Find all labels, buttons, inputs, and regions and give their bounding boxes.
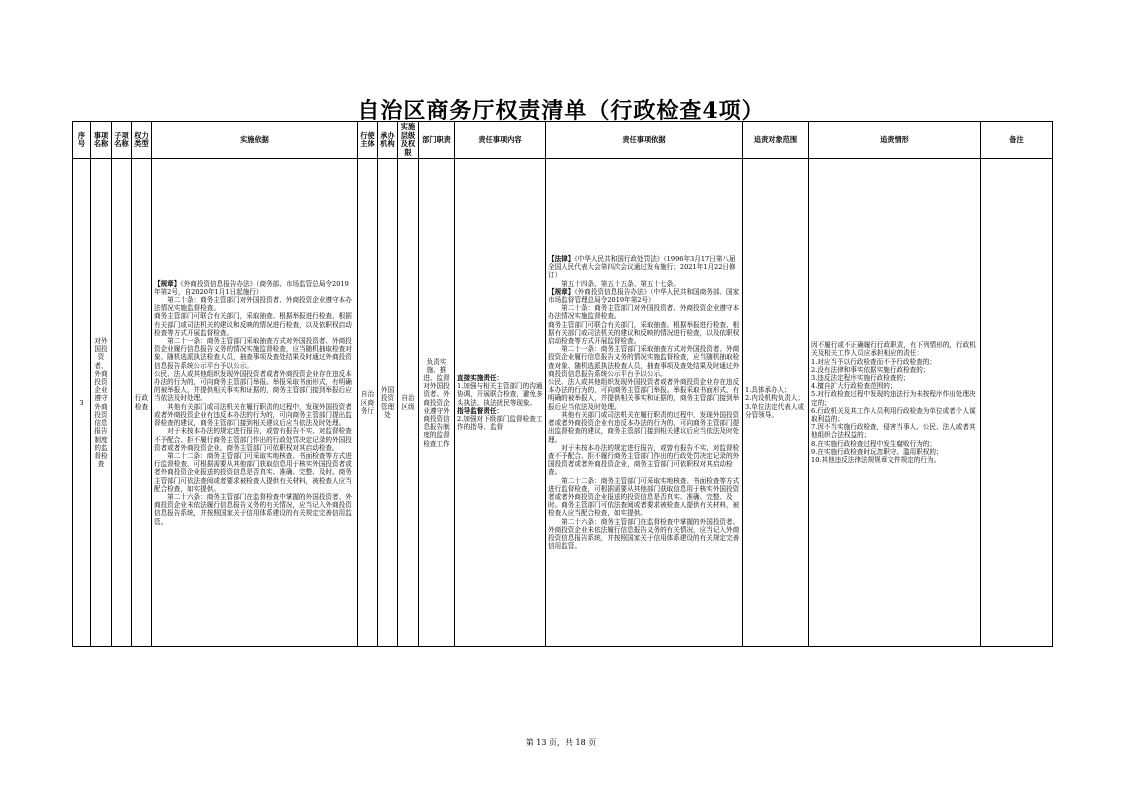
header-resp-content: 责任事项内容: [455, 122, 546, 159]
rule-head: 【规章】: [548, 287, 575, 296]
resp-head-direct: 直接实施责任：: [457, 373, 504, 382]
header-situations: 追责情形: [809, 122, 981, 159]
header-sub-item: 子项名称: [112, 122, 132, 159]
header-scope: 追责对象范围: [743, 122, 809, 159]
header-item-name: 事项名称: [91, 122, 112, 159]
cell-scope: 1.具体承办人； 2.内设机构负责人； 3.单位法定代表人或分管领导。: [743, 159, 809, 647]
resp-text-supervise: 2.加强对下级部门监督检查工作的指导、监督: [457, 414, 543, 432]
header-resp-basis: 责任事项依据: [546, 122, 743, 159]
basis-head: 【规章】: [154, 279, 181, 288]
header-level: 实施层级及权限: [398, 122, 419, 159]
rule-text: 《外商投资信息报告办法》（中华人民共和国商务部、国家市场监督管理总局令2019年第2号） 第二十条：商务主管部门对外国投资者、外商投资企业遵守本办法情况实施监督检查。 商务主管部门可联合有关部门，采取抽查、根据举报进行检查、根据有关部门或司法机关的建议和反映的情况进行检查，以及依职权启动检查等方式开展监督检查。 第二十一条：商务主管部门采取抽查方式对外国投资者、外商投资企业履行信息报告义务的情况实施监督检查，应当随机抽取检查对象、随机选派执法检查人员，抽查事项及查处结果及时通过外商投资信息报告系统公示平台予以公示。 公民、法人或其他组织发现外国投资者或者外商投资企业存在违反本办法的行为的，可向商务主管部门举报。举报采取书面形式，有明确的被举报人，并提供相关事实和证据的，商务主管部门接到举报后应当依法及时处理。 其他有关部门或司法机关在履行职责的过程中，发现外国投资者或者外商投资企业有违反本办法的行为的，可向商务主管部门提出监督检查的建议，商务主管部门接到相关建议后应当依法及时处理。 对于未按本办法的规定进行报告，或曾有报告不实、对监督检查不予配合、拒不履行商务主管部门作出的行政处罚决定记录的外国投资者或者外商投资企业，商务主管部门可依职权对其启动检查。 第二十二条：商务主管部门可采取实地核查、书面检查等方式进行监督检查，可根据需要从其他部门获取信息用于核实外国投资者或者外商投资企业报送的投资信息是否真实、准确、完整、及时。商务主管部门可依法查阅或者要求被检查人提供有关材料，被检查人应当配合检查，如实提供。 第二十六条：商务主管部门在监督检查中掌握的外国投资者、外商投资企业未依法履行信息报告义务的有关情况，应当记入外商投资信息报告系统，并按照国家关于信用体系建设的有关规定完善信用监管。: [548, 287, 740, 551]
header-duty: 部门职责: [419, 122, 455, 159]
resp-text-direct: 1.加强与相关主管部门的沟通协调，开展联合检查，避免多头执法、执法扰民等现象。: [457, 382, 543, 407]
cell-situations: 因不履行或不正确履行行政职责，有下列情形的，行政机关及相关工作人员应承担相应的责任： 1.对应当予以行政检查而不予行政检查的； 2.没有法律和事实依据实施行政检查的； 3.违反法定程序实施行政检查的； 4.擅自扩大行政检查范围的； 5.对行政检查过程中发现的违法行为未按程序作出处理决定的； 6.行政机关及其工作人员利用行政检查为单位或者个人谋取利益的； 7.因不当实施行政检查，侵害当事人、公民、法人或者其他组织合法权益的； 8.在实施行政检查过程中发生腐败行为的； 9.在实施行政检查时玩忽职守、滥用职权的； 10.其他违反法律法规规章文件规定的行为。: [809, 159, 981, 647]
cell-basis: [152, 159, 358, 647]
header-basis: 实施依据: [152, 122, 358, 159]
header-remark: 备注: [981, 122, 1053, 159]
header-index: 序号: [73, 122, 91, 159]
cell-sub-item: [112, 159, 132, 647]
law-text: 《中华人民共和国行政处罚法》（1996年3月17日第八届全国人民代表大会第四次会议通过发布施行；2021年1月22日修订） 第五十四条、第五十五条、第五十七条。: [548, 255, 736, 288]
header-agency: 承办机构: [378, 122, 398, 159]
page-number: 第 13 页，共 18 页: [525, 738, 597, 747]
cell-subject: 自治区商务厅: [358, 159, 378, 647]
cell-resp-basis: [546, 159, 743, 647]
cell-item-name: 对外国投资者、外商投资企业遵守外商投资信息报告制度的监督检查: [91, 159, 112, 647]
cell-level: 自治区级: [398, 159, 419, 647]
resp-head-supervise: 指导监督责任：: [457, 406, 504, 415]
header-subject: 行使主体: [358, 122, 378, 159]
table-row: [73, 159, 1053, 647]
basis-text: 《外商投资信息报告办法》（商务部、市场监管总局令2019年第2号，自2020年1月1日起施行） 第二十条：商务主管部门对外国投资者、外商投资企业遵守本办法情况实施监督检查。 商务主管部门可联合有关部门，采取抽查、根据举报进行检查、根据有关部门或司法机关的建议和反映的情况进行检查，以及依职权启动检查等方式开展监督检查。 第二十一条：商务主管部门采取抽查方式对外国投资者、外商投资企业履行信息报告义务的情况实施监督检查，应当随机抽取检查对象、随机选派执法检查人员，抽查事项及查处结果及时通过外商投资信息报告系统公示平台予以公示。 公民、法人或其他组织发现外国投资者或者外商投资企业存在违反本办法的行为的，可向商务主管部门举报。举报采取书面形式，有明确的被举报人，并提供相关事实和证据的，商务主管部门接到举报后应当依法及时处理。 其他有关部门或司法机关在履行职责的过程中，发现外国投资者或者外商投资企业有违反本办法的行为的，可向商务主管部门提出监督检查的建议，商务主管部门接到相关建议后应当依法及时处理。 对于未按本办法的规定进行报告，或曾有报告不实、对监督检查不予配合、拒不履行商务主管部门作出的行政处罚决定记录的外国投资者或者外商投资企业，商务主管部门可依职权对其启动检查。 第二十二条：商务主管部门可采取实地核查、书面检查等方式进行监督检查，可根据需要从其他部门获取信息用于核实外国投资者或者外商投资企业报送的投资信息是否真实、准确、完整、及时。商务主管部门可依法查阅或者要求被检查人提供有关材料，被检查人应当配合检查，如实提供。 第二十六条：商务主管部门在监督检查中掌握的外国投资者、外商投资企业未依法履行信息报告义务的有关情况，应当记入外商投资信息报告系统，并按照国家关于信用体系建设的有关规定完善信用监管。: [154, 279, 352, 526]
cell-duty: 负责实施、推进、监督对外国投资者、外商投资企业遵守外商投资信息报告制度的监督检查工作: [419, 159, 455, 647]
cell-agency: 外国投资管理处: [378, 159, 398, 647]
power-list-table: [72, 121, 1053, 647]
cell-remark: [981, 159, 1053, 647]
cell-resp-content: [455, 159, 546, 647]
page-title: 自治区商务厅权责清单（行政检查4项）: [357, 98, 765, 124]
cell-index: 3: [73, 159, 91, 647]
law-head: 【法律】: [548, 255, 575, 264]
cell-power-type: 行政检查: [132, 159, 152, 647]
header-row: [73, 122, 1053, 159]
header-power-type: 权力类型: [132, 122, 152, 159]
